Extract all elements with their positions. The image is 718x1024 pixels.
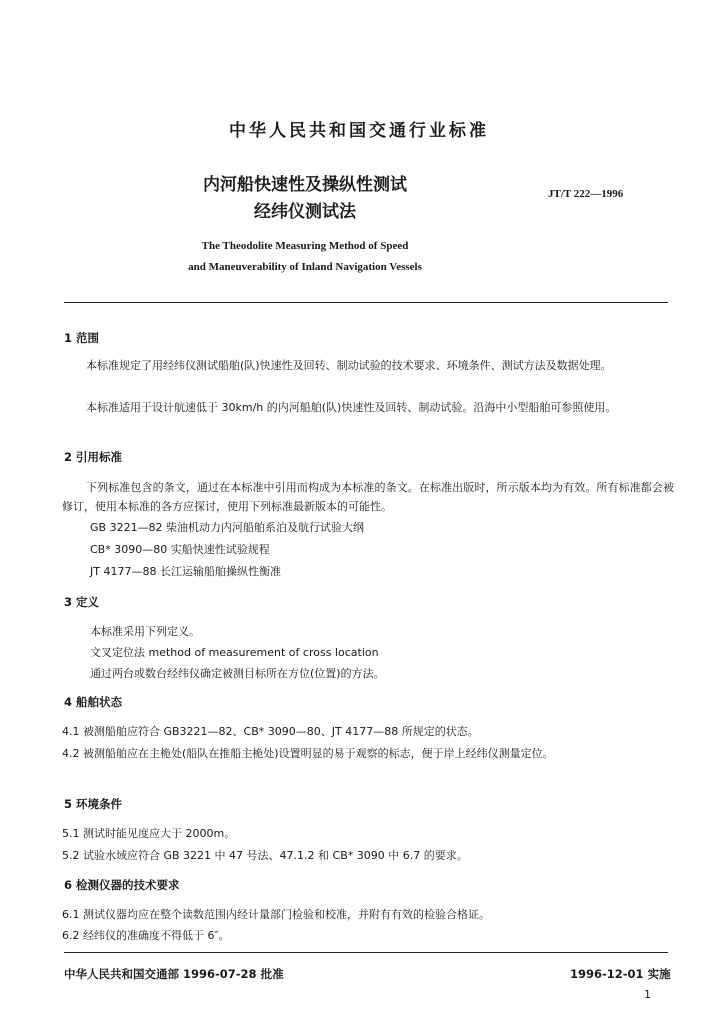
section-1-paragraph-2: 本标准适用于设计航速低于 30km/h 的内河船舶(队)快速性及回转、制动试验。沿海中小型船舶可参照使用。 — [86, 401, 617, 414]
header-divider — [64, 302, 668, 303]
reference-gb3221: GB 3221—82 柴油机动力内河船舶系泊及航行试验大纲 — [90, 521, 365, 534]
standard-code: JT/T 222—1996 — [548, 188, 624, 200]
reference-cb3090: CB* 3090—80 实船快速性试验规程 — [90, 543, 270, 556]
section-4-heading: 4 船舶状态 — [64, 695, 123, 709]
clause-6-1: 6.1 测试仪器均应在整个读数范围内经计量部门检验和校准，并附有有效的检验合格证。 — [62, 908, 490, 921]
document-title — [120, 172, 490, 226]
issuing-authority-title: 中华人民共和国交通行业标准 — [229, 121, 489, 141]
section-3-heading: 3 定义 — [64, 595, 100, 609]
clause-5-2: 5.2 试验水域应符合 GB 3221 中 47 号法、47.1.2 和 CB* 3090 中 6.7 的要求。 — [62, 849, 468, 862]
section-6-heading: 6 检测仪器的技术要求 — [64, 878, 180, 892]
clause-6-2: 6.2 经纬仪的准确度不得低于 6″。 — [62, 929, 230, 942]
section-2-paragraph: 下列标准包含的条文，通过在本标准中引用而构成为本标准的条文。在标准出版时，所示版本均为有效。所有标准都会被修订，使用本标准的各方应探讨，使用下列标准最新版本的可能性。 — [62, 481, 674, 513]
page-number: 1 — [644, 988, 651, 1001]
english-title-line-2: and Maneuverability of Inland Navigation Vessels — [188, 261, 422, 273]
title-line-1: 内河船快速性及操纵性测试 — [203, 175, 407, 195]
section-1-paragraph-1: 本标准规定了用经纬仪测试船舶(队)快速性及回转、制动试验的技术要求、环境条件、测试方法及数据处理。 — [86, 359, 612, 372]
section-2-heading: 2 引用标准 — [64, 450, 123, 464]
clause-4-2: 4.2 被测船舶应在主桅处(船队在推船主桅处)设置明显的易于观察的标志，便于岸上经纬仪测量定位。 — [62, 747, 554, 760]
footer-divider — [64, 952, 668, 953]
section-1-heading: 1 范围 — [64, 331, 100, 345]
clause-4-1: 4.1 被测船舶应符合 GB3221—82、CB* 3090—80、JT 4177—88 所规定的状态。 — [62, 725, 479, 738]
implementation-date: 1996-12-01 实施 — [570, 967, 671, 981]
section-3-intro: 本标准采用下列定义。 — [90, 625, 200, 638]
reference-jt4177: JT 4177—88 长江运输船舶操纵性衡准 — [90, 565, 281, 578]
definition-text: 通过两台或数台经纬仪确定被测目标所在方位(位置)的方法。 — [90, 667, 385, 680]
approval-statement: 中华人民共和国交通部 1996-07-28 批准 — [64, 967, 284, 981]
english-title-line-1: The Theodolite Measuring Method of Speed — [201, 240, 409, 252]
title-line-2: 经纬仪测试法 — [254, 202, 356, 222]
english-title — [60, 236, 550, 278]
clause-5-1: 5.1 测试时能见度应大于 2000m。 — [62, 827, 236, 840]
definition-term: 文叉定位法 method of measurement of cross location — [90, 646, 379, 659]
section-5-heading: 5 环境条件 — [64, 797, 123, 811]
